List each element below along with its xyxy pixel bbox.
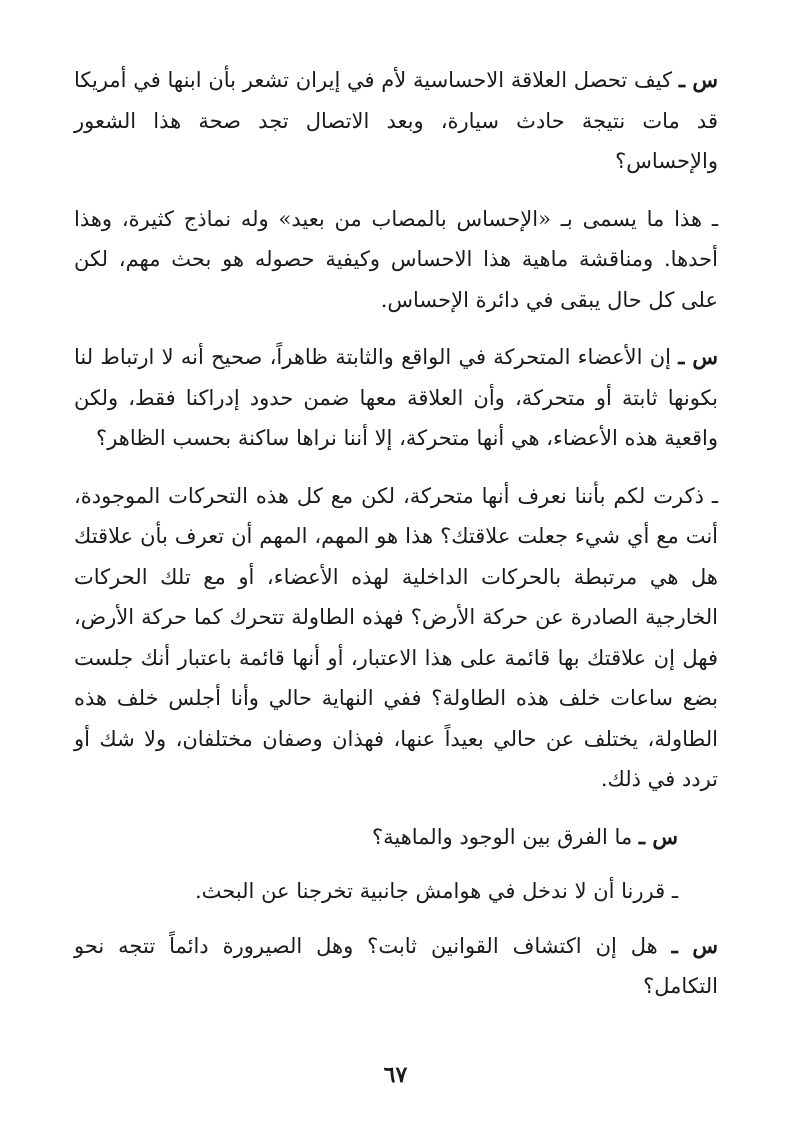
question-text: ما الفرق بين الوجود والماهية؟ [371,824,633,849]
question-paragraph [74,337,718,459]
question-label: س ـ [678,67,718,92]
question-text: إن الأعضاء المتحركة في الواقع والثابتة ظاهراً، صحيح أنه لا ارتباط لنا بكونها ثابتة أو متحركة، وأن العلاقة معها ضمن حدود إدراكنا فقط، ولكن واقعية هذه الأعضاء، هي أنها متحركة، إلا أننا نراها ساكنة بحسب الظاهر؟ [74,345,718,450]
question-paragraph [74,60,718,182]
answer-paragraph [74,199,718,321]
answer-paragraph [74,476,718,800]
answer-paragraph [74,871,718,912]
question-text: هل إن اكتشاف القوانين ثابت؟ وهل الصيرورة دائماً تتجه نحو التكامل؟ [74,933,718,998]
question-label: س ـ [638,823,678,849]
page-number: ٦٧ [383,1062,408,1088]
page-body [74,60,718,1024]
question-label: س ـ [678,344,718,369]
answer-text: ـ هذا ما يسمى بـ «الإحساس بالمصاب من بعيد» وله نماذج كثيرة، وهذا أحدها. ومناقشة ماهية هذا الاحساس وكيفية حصوله هو بحث مهم، لكن على كل حال يبقى في دائرة الإحساس. [74,206,718,312]
question-label: س ـ [671,932,718,958]
question-paragraph [74,926,718,1007]
answer-text: ـ قررنا أن لا ندخل في هوامش جانبية تخرجنا عن البحث. [194,879,678,903]
question-text: كيف تحصل العلاقة الاحساسية لأم في إيران تشعر بأن ابنها في أمريكا قد مات نتيجة حادث سيارة، وبعد الاتصال تجد صحة هذا الشعور والإحساس؟ [74,68,718,173]
question-paragraph [74,817,718,858]
answer-text: ـ ذكرت لكم بأننا نعرف أنها متحركة، لكن مع كل هذه التحركات الموجودة، أنت مع أي شيء جعلت علاقتك؟ هذا هو المهم، المهم أن تعرف بأن علاقتك هل هي مرتبطة بالحركات الداخلية لهذه الأعضاء، أو مع تلك الحركات الخارجية الصادرة عن حركة الأرض؟ فهذه الطاولة تتحرك كما حركة الأرض، فهل إن علاقتك بها قائمة على هذا الاعتبار، أو أنها قائمة باعتبار أنك جلست بضع ساعات خلف هذه الطاولة؟ ففي النهاية حالي وأنا أجلس خلف هذه الطاولة، يختلف عن حالي بعيداً عنها، فهذان وصفان مختلفان، ولا شك أو تردد في ذلك. [74,483,718,791]
